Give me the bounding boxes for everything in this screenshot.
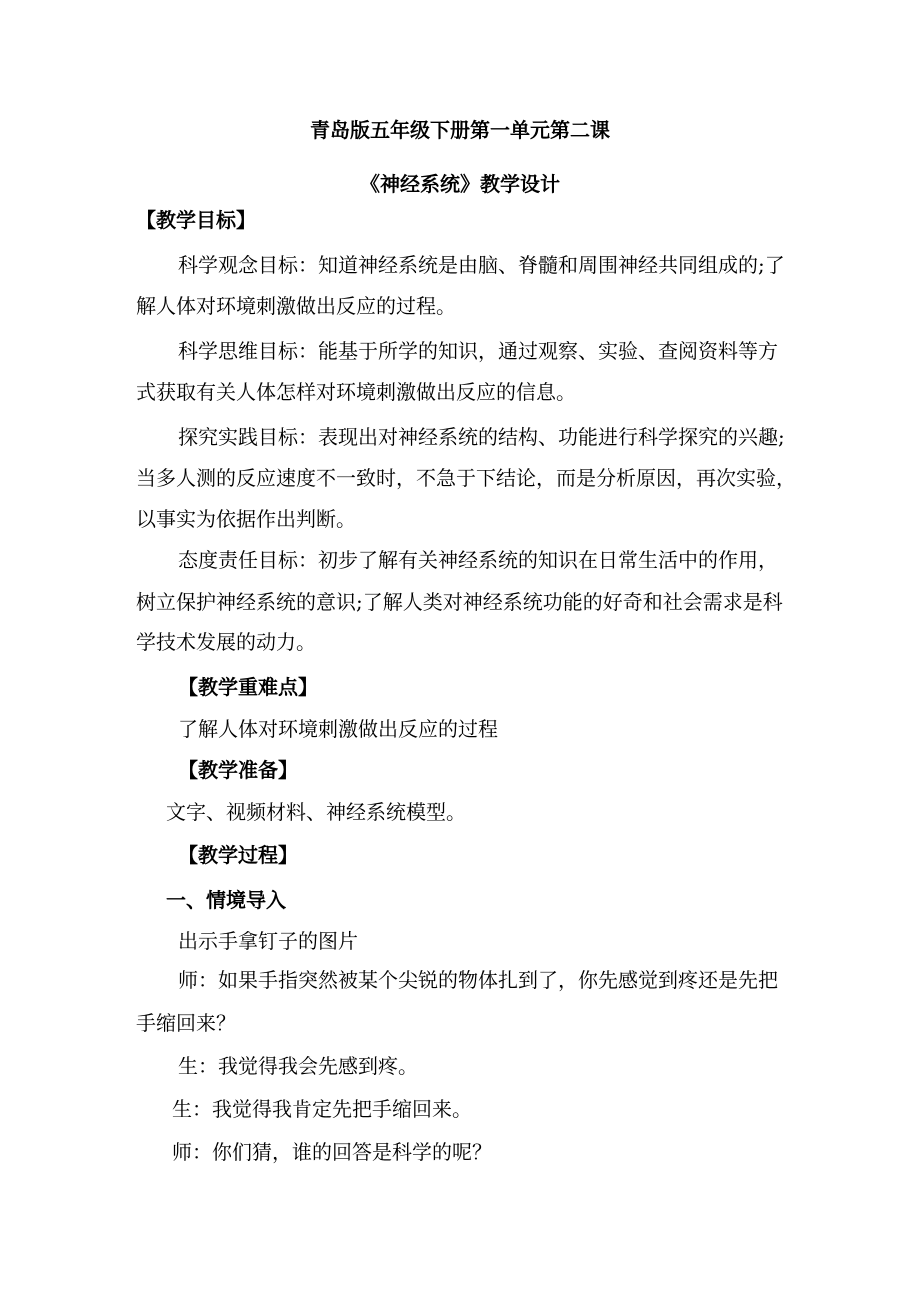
objective-line: 科学思维目标：能基于所学的知识，通过观察、实验、查阅资料等方 xyxy=(178,339,778,363)
section-heading: 一、情境导入 xyxy=(166,888,286,912)
document-subtitle: 《神经系统》教学设计 xyxy=(360,172,560,196)
objective-line: 科学观念目标：知道神经系统是由脑、脊髓和周围神经共同组成的;了 xyxy=(178,253,785,277)
objective-line: 态度责任目标：初步了解有关神经系统的知识在日常生活中的作用， xyxy=(178,548,778,572)
document-title: 青岛版五年级下册第一单元第二课 xyxy=(310,118,610,142)
process-line: 出示手拿钉子的图片 xyxy=(178,929,358,953)
objective-line: 解人体对环境刺激做出反应的过程。 xyxy=(136,294,456,318)
key-points-text: 了解人体对环境刺激做出反应的过程 xyxy=(178,717,498,741)
process-line: 师：你们猜，谁的回答是科学的呢？ xyxy=(172,1140,492,1164)
process-line: 师：如果手指突然被某个尖锐的物体扎到了，你先感觉到疼还是先把 xyxy=(178,968,778,992)
objective-line: 当多人测的反应速度不一致时，不急于下结论，而是分析原因，再次实验， xyxy=(136,466,796,490)
preparation-heading: 【教学准备】 xyxy=(178,758,298,782)
process-line: 手缩回来？ xyxy=(136,1011,236,1035)
objective-line: 探究实践目标：表现出对神经系统的结构、功能进行科学探究的兴趣; xyxy=(178,425,785,449)
preparation-text: 文字、视频材料、神经系统模型。 xyxy=(166,800,466,824)
objective-line: 树立保护神经系统的意识;了解人类对神经系统功能的好奇和社会需求是科 xyxy=(136,590,783,614)
process-line: 生：我觉得我会先感到疼。 xyxy=(178,1054,418,1078)
objectives-heading: 【教学目标】 xyxy=(136,208,256,232)
objective-line: 以事实为依据作出判断。 xyxy=(136,507,356,531)
objective-line: 式获取有关人体怎样对环境刺激做出反应的信息。 xyxy=(136,380,576,404)
process-heading: 【教学过程】 xyxy=(178,843,298,867)
process-line: 生：我觉得我肯定先把手缩回来。 xyxy=(172,1097,472,1121)
key-points-heading: 【教学重难点】 xyxy=(178,675,318,699)
objective-line: 学技术发展的动力。 xyxy=(136,630,316,654)
